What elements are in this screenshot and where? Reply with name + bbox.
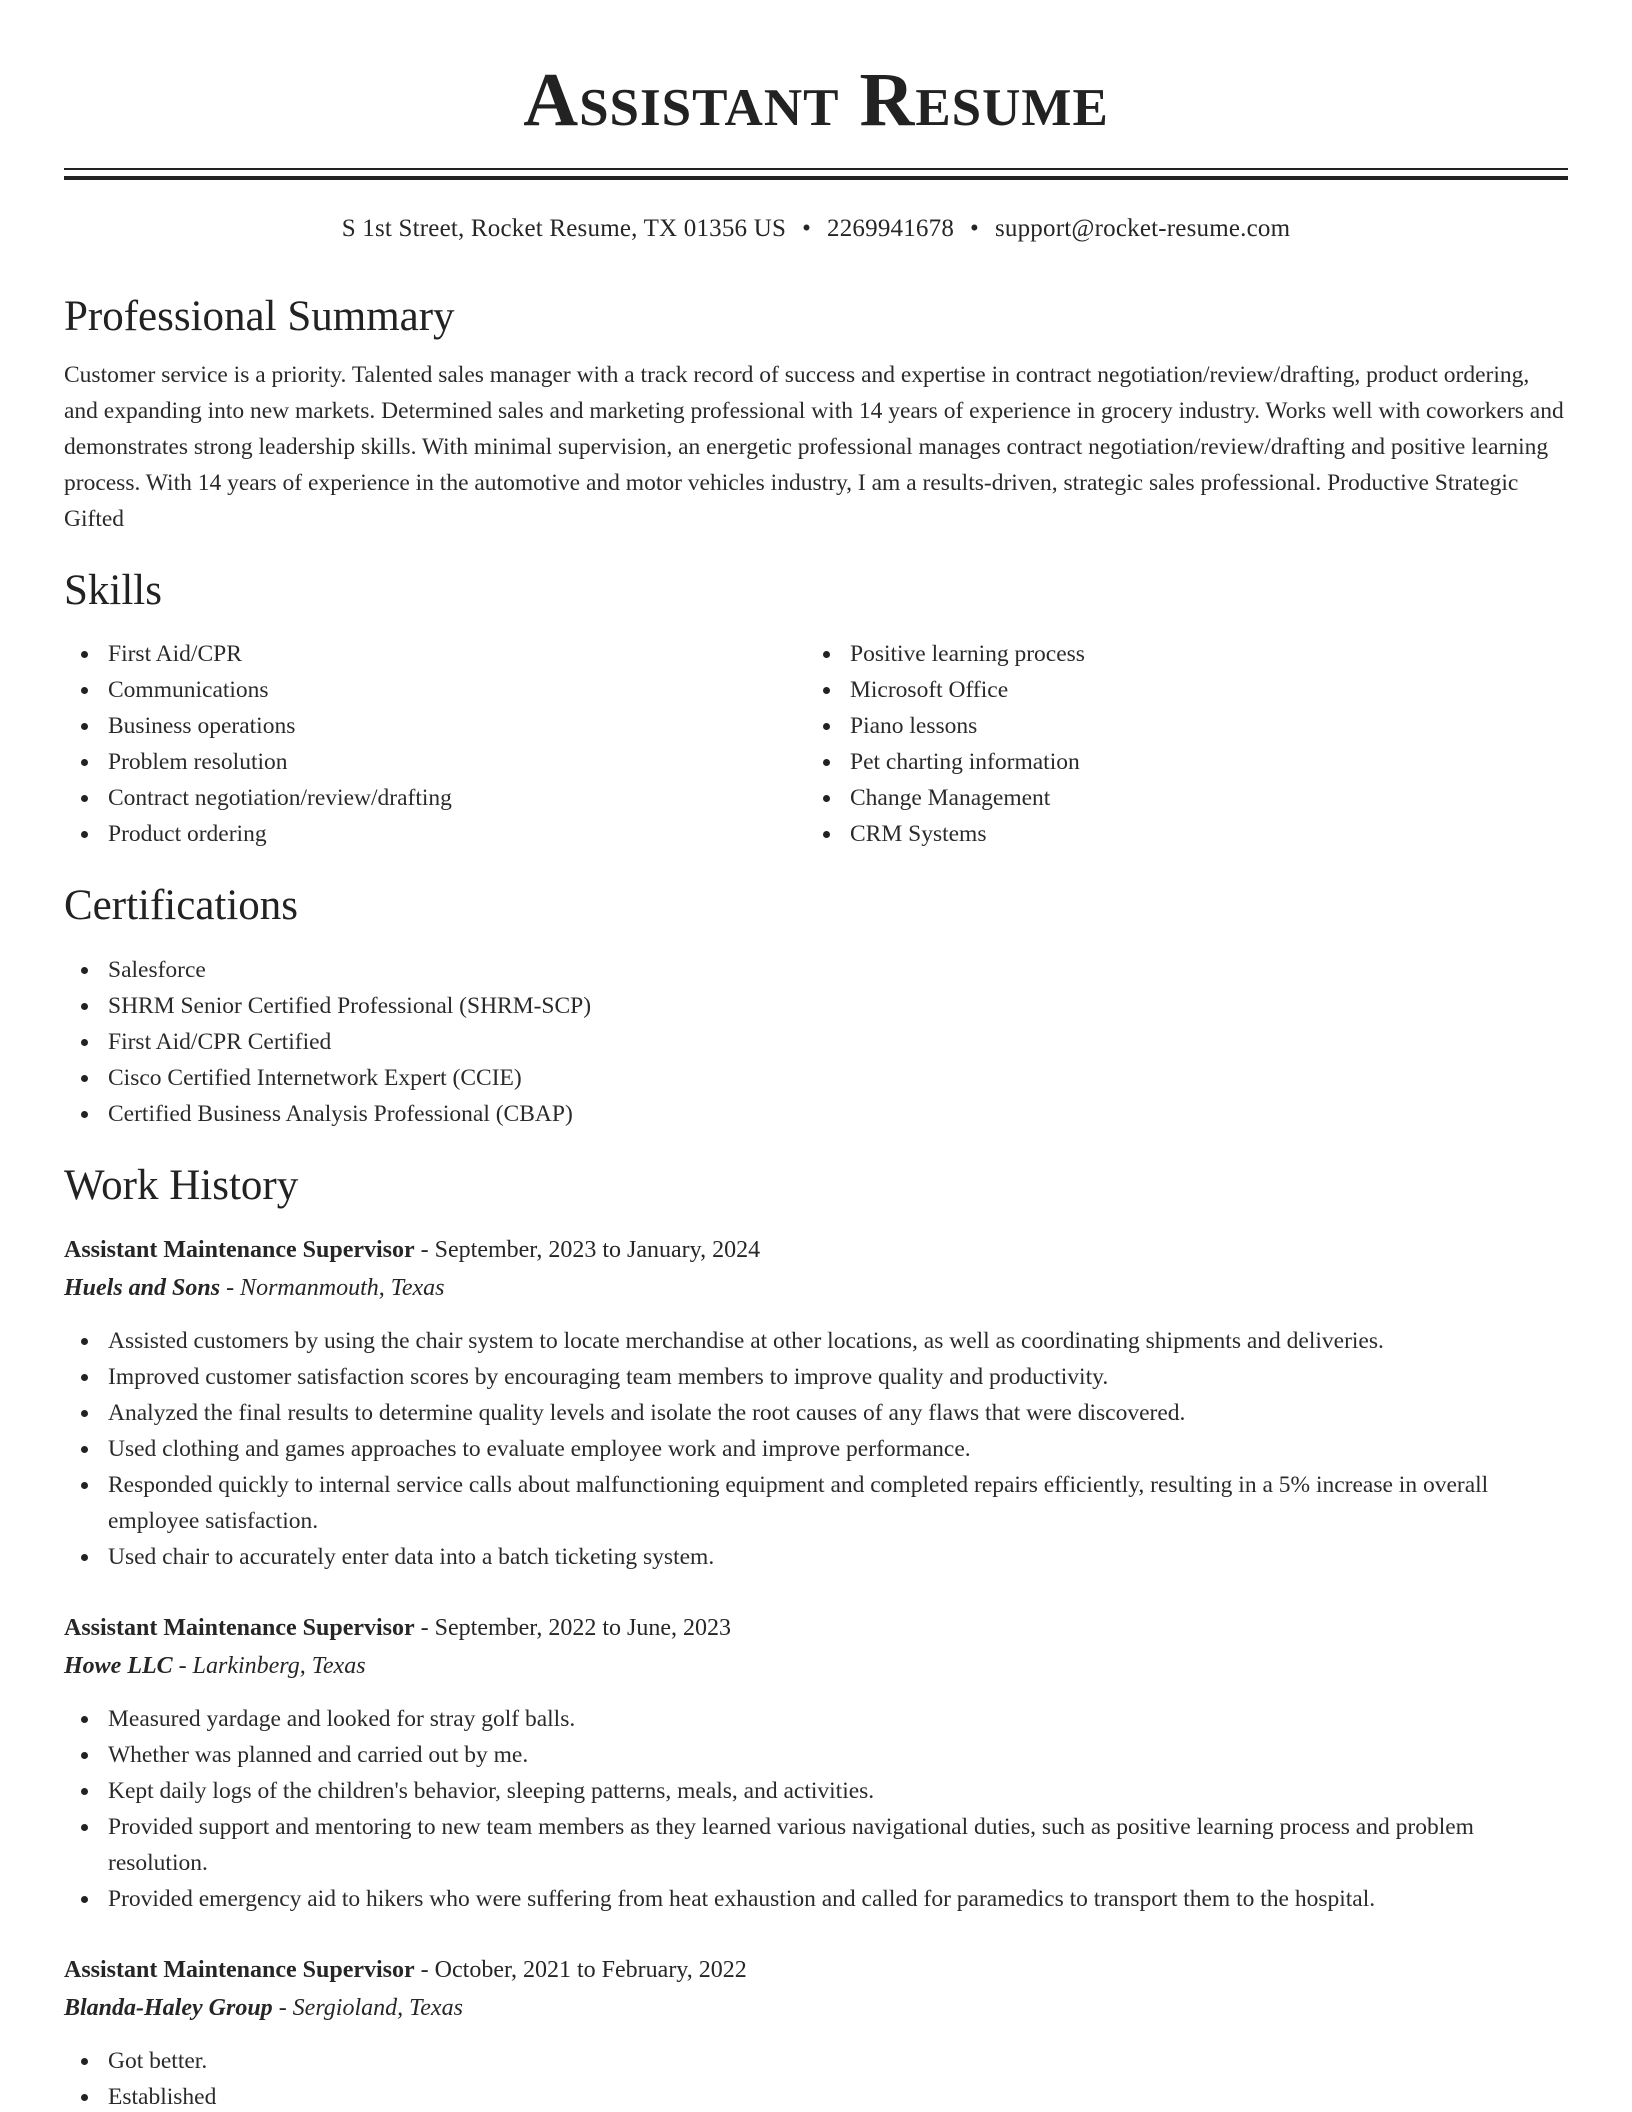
skills-columns (64, 636, 1568, 852)
job-company: Huels and Sons (64, 1275, 221, 1302)
job-title-line (64, 1609, 1568, 1647)
job-company-line (64, 1989, 1568, 2027)
job-title: Assistant Maintenance Supervisor (64, 1615, 415, 1642)
skill-item: Positive learning process (806, 636, 1548, 672)
job-entry (64, 1231, 1568, 1575)
skill-item: Contract negotiation/review/drafting (64, 780, 806, 816)
contact-email: support@rocket-resume.com (994, 215, 1291, 242)
job-dates: - September, 2023 to January, 2024 (414, 1237, 761, 1264)
certifications-heading: Certifications (64, 882, 299, 930)
job-title: Assistant Maintenance Supervisor (64, 1957, 415, 1984)
job-location: - Sergioland, Texas (272, 1995, 463, 2022)
job-bullet: Used chair to accurately enter data into a batch ticketing system. (64, 1539, 1568, 1575)
summary-heading: Professional Summary (64, 293, 455, 340)
certifications-list (64, 952, 1568, 1132)
job-location: - Larkinberg, Texas (172, 1653, 366, 1680)
job-bullets (64, 2043, 1568, 2112)
job-company-line (64, 1647, 1568, 1685)
job-dates: - October, 2021 to February, 2022 (414, 1957, 747, 1984)
job-bullets (64, 1323, 1568, 1575)
job-entry (64, 1609, 1568, 1917)
skill-item: Product ordering (64, 816, 806, 852)
job-bullet: Analyzed the final results to determine quality levels and isolate the root causes of any flaws that were discovered. (64, 1395, 1568, 1431)
job-bullet: Established (64, 2079, 1568, 2112)
job-bullet: Measured yardage and looked for stray golf balls. (64, 1701, 1568, 1737)
job-dates: - September, 2022 to June, 2023 (414, 1615, 731, 1642)
summary-text: Customer service is a priority. Talented sales manager with a track record of success and expertise in contract negotiation/review/drafting, product ordering, and expanding into new markets. Determined sales and marketing professional with 14 years of experience in grocery industry. Works well with coworkers and demonstrates strong leadership skills. With minimal supervision, an energetic professional manages contract negotiation/review/drafting and positive learning process. With 14 years of experience in the automotive and motor vehicles industry, I am a results-driven, strategic sales professional. Productive Strategic Gifted (64, 361, 1564, 532)
skill-item: First Aid/CPR (64, 636, 806, 672)
contact-address: S 1st Street, Rocket Resume, TX 01356 US (341, 215, 787, 242)
contact-separator: • (970, 215, 979, 242)
job-company-line (64, 1269, 1568, 1307)
certification-item: SHRM Senior Certified Professional (SHRM-SCP) (64, 988, 1568, 1024)
job-bullet: Used clothing and games approaches to evaluate employee work and improve performance. (64, 1431, 1568, 1467)
contact-separator: • (802, 215, 812, 242)
job-bullet: Responded quickly to internal service calls about malfunctioning equipment and completed repairs efficiently, resulting in a 5% increase in overall employee satisfaction. (64, 1467, 1568, 1539)
skills-list-left (64, 636, 806, 852)
certification-item: First Aid/CPR Certified (64, 1024, 1568, 1060)
job-company: Blanda-Haley Group (64, 1995, 273, 2022)
contact-phone: 2269941678 (827, 215, 955, 242)
job-bullet: Kept daily logs of the children's behavior, sleeping patterns, meals, and activities. (64, 1773, 1568, 1809)
skill-item: Change Management (806, 780, 1548, 816)
skill-item: Microsoft Office (806, 672, 1548, 708)
job-title-line (64, 1951, 1568, 1989)
job-company: Howe LLC (64, 1653, 173, 1680)
job-bullet: Whether was planned and carried out by me. (64, 1737, 1568, 1773)
job-bullet: Provided support and mentoring to new team members as they learned various navigational duties, such as positive learning process and problem resolution. (64, 1809, 1568, 1881)
contact-line (64, 214, 1568, 244)
title-divider-thin (64, 168, 1568, 170)
job-bullet: Got better. (64, 2043, 1568, 2079)
job-bullet: Assisted customers by using the chair system to locate merchandise at other locations, as well as coordinating shipments and deliveries. (64, 1323, 1568, 1359)
job-bullets (64, 1701, 1568, 1917)
skill-item: Pet charting information (806, 744, 1548, 780)
title-divider-thick (64, 176, 1568, 180)
certification-item: Certified Business Analysis Professional (CBAP) (64, 1096, 1568, 1132)
skills-heading: Skills (64, 566, 162, 614)
resume-page (64, 0, 1568, 2112)
job-bullet: Improved customer satisfaction scores by encouraging team members to improve quality and productivity. (64, 1359, 1568, 1395)
job-location: - Normanmouth, Texas (220, 1275, 445, 1302)
job-bullet: Provided emergency aid to hikers who were suffering from heat exhaustion and called for paramedics to transport them to the hospital. (64, 1881, 1568, 1917)
skill-item: Business operations (64, 708, 806, 744)
skill-item: Problem resolution (64, 744, 806, 780)
skill-item: Piano lessons (806, 708, 1548, 744)
certification-item: Cisco Certified Internetwork Expert (CCIE) (64, 1060, 1568, 1096)
skill-item: Communications (64, 672, 806, 708)
resume-title: Assistant Resume (523, 58, 1109, 142)
work-history-heading: Work History (64, 1161, 299, 1209)
job-title: Assistant Maintenance Supervisor (64, 1237, 415, 1264)
certification-item: Salesforce (64, 952, 1568, 988)
skills-list-right (806, 636, 1548, 852)
skill-item: CRM Systems (806, 816, 1548, 852)
job-title-line (64, 1231, 1568, 1269)
job-entry (64, 1951, 1568, 2112)
